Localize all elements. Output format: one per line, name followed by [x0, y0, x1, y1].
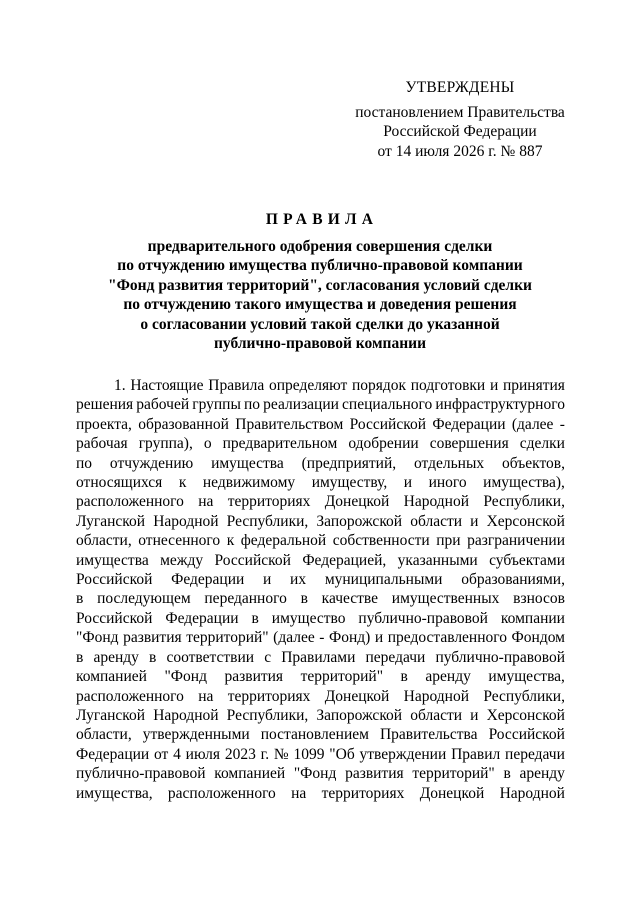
body-word: в [300, 590, 308, 608]
body-word: развития [123, 629, 182, 647]
body-word: области, [76, 532, 132, 550]
body-word: передачи [365, 648, 426, 666]
body-word: (предприятий, [301, 454, 397, 472]
body-word: компании [500, 609, 565, 627]
approval-block [340, 78, 580, 161]
body-word: образованной [138, 415, 229, 433]
body-word: в [76, 648, 84, 666]
body-word: Фонд) [329, 629, 371, 647]
body-word: решения [76, 396, 134, 414]
body-word: расположенного [76, 493, 184, 511]
body-word: Правила [208, 377, 265, 394]
body-word: передачи [505, 745, 565, 763]
body-word: Правительством [235, 415, 344, 433]
body-word: Федерации [171, 571, 245, 589]
body-word: в [251, 609, 259, 627]
body-word: г. [260, 745, 270, 763]
body-word: Правительства [379, 726, 478, 744]
body-word: июля [185, 745, 221, 763]
body-word: 1099 [293, 745, 325, 763]
body-word: Федерации [76, 745, 150, 763]
body-word: Федерации [432, 415, 506, 433]
body-word: развития [345, 765, 404, 783]
body-word: публично-правовой [76, 765, 206, 783]
body-word: имущественных [391, 590, 500, 608]
body-word: предоставленного [387, 629, 507, 647]
body-word: к [178, 474, 187, 492]
body-word: и [263, 571, 272, 589]
body-word: (далее [273, 629, 315, 647]
body-line [76, 512, 565, 531]
body-word: территорий" [300, 668, 384, 686]
approval-heading: УТВЕРЖДЕНЫ [405, 79, 515, 96]
body-word: имущества [211, 454, 284, 472]
body-word: последующем [97, 590, 191, 608]
body-word: в [149, 648, 157, 666]
body-word: утвержденными [142, 726, 250, 744]
body-word: Народной [499, 784, 565, 802]
body-word: относящихся [76, 474, 163, 492]
body-line [76, 628, 565, 647]
body-word: (далее [511, 415, 554, 433]
body-word: Фондом [511, 629, 565, 647]
body-line [76, 376, 565, 395]
body-word: Российской [76, 571, 153, 589]
body-word: Народной [153, 512, 219, 530]
body-word: совершения [429, 435, 509, 453]
body-word: указанными [397, 551, 478, 569]
body-word: отчуждению [109, 454, 194, 472]
body-word: компанией [214, 765, 286, 783]
body-word: компанией [76, 668, 147, 686]
body-line [76, 473, 565, 492]
body-line [76, 570, 565, 589]
body-word: постановлением [260, 726, 369, 744]
body-word: сделки [519, 435, 565, 453]
body-word: публично-правовой [435, 648, 565, 666]
body-word: разграничении [467, 532, 565, 550]
approval-line: от 14 июля 2026 г. № 887 [377, 142, 543, 160]
body-word: Народной [153, 706, 219, 724]
approval-line: постановлением Правительства [355, 103, 565, 121]
body-word: аренду [519, 765, 565, 783]
body-word: расположенного [76, 687, 184, 705]
body-word: имущество [271, 609, 346, 627]
body-word: имуществу, [311, 474, 388, 492]
body-word: рабочая [76, 435, 128, 453]
body-word: публично-правовой [358, 609, 488, 627]
body-word: и [470, 512, 479, 530]
body-word: рабочей [136, 396, 190, 414]
body-word: "Фонд [164, 668, 207, 686]
body-word: федеральной [240, 532, 327, 550]
body-word: порядок [351, 377, 407, 394]
body-word: Луганской [76, 706, 146, 724]
body-word: по [76, 454, 93, 472]
body-word: Российской [488, 726, 565, 744]
body-word: территориях [227, 493, 311, 511]
subtitle-line: "Фонд развития территорий", согласования условий сделки [108, 276, 532, 294]
body-word: Херсонской [486, 706, 565, 724]
body-word: Российской [214, 551, 291, 569]
body-word: "Фонд [293, 765, 337, 783]
body-line [76, 434, 565, 453]
body-word: территорий" [412, 765, 495, 783]
body-word: Республики, [226, 706, 309, 724]
body-word: Правил [451, 745, 501, 763]
approval-line: Российской Федерации [383, 123, 537, 140]
body-word: группы [192, 396, 241, 414]
body-word: Луганской [76, 512, 146, 530]
body-word: аренду [93, 648, 139, 666]
body-word: муниципальными [324, 571, 443, 589]
subtitle-line: о согласовании условий такой сделки до указанной [140, 315, 500, 333]
body-word: утверждении [359, 745, 447, 763]
body-word: Донецкой [419, 784, 485, 802]
body-line [76, 648, 565, 667]
body-word: "Об [329, 745, 355, 763]
body-line [76, 395, 565, 414]
body-line [76, 667, 565, 686]
body-word: области [410, 512, 463, 530]
subtitle-line: публично-правовой компании [213, 335, 426, 353]
body-word: Республики, [483, 493, 565, 511]
body-word: и [374, 629, 384, 647]
body-word: территорий" [186, 629, 269, 647]
document-title: ПРАВИЛА [265, 211, 379, 228]
body-word: Правилами [281, 648, 356, 666]
body-word: 2023 [224, 745, 256, 763]
body-line [76, 764, 565, 783]
body-line [76, 687, 565, 706]
body-word: Херсонской [486, 512, 565, 530]
body-word: в [400, 668, 408, 686]
body-word: Настоящие [130, 377, 204, 394]
body-word: реализации [263, 396, 339, 414]
body-word: определяют [269, 377, 348, 394]
body-word: специального [342, 396, 433, 414]
body-line [76, 725, 565, 744]
body-word: принятия [502, 377, 565, 394]
body-word: проекта, [76, 415, 132, 433]
body-word: области, [76, 726, 132, 744]
body-word: на [198, 687, 214, 705]
body-word: в [503, 765, 511, 783]
body-word: от [154, 745, 169, 763]
subtitle-line: по отчуждению такого имущества и доведения решения [123, 296, 517, 314]
body-paragraph [76, 376, 565, 803]
body-word: Республики, [226, 512, 309, 530]
body-word: качестве [321, 590, 379, 608]
body-line [76, 784, 565, 803]
body-word: подготовки [410, 377, 486, 394]
body-word: по [244, 396, 261, 414]
body-word: группа), [138, 435, 193, 453]
body-word: - [319, 629, 325, 647]
body-word: инфраструктурного [435, 396, 565, 414]
document-subtitle [60, 237, 580, 353]
body-line [76, 706, 565, 725]
body-word: предварительном [222, 435, 338, 453]
body-word: Республики, [483, 687, 565, 705]
body-word: соответствии [166, 648, 255, 666]
body-word: отнесенного [138, 532, 221, 550]
body-word: 1. [114, 377, 126, 394]
body-word: недвижимому [202, 474, 296, 492]
body-word: Донецкой [324, 493, 390, 511]
body-word: имущества, [76, 784, 153, 802]
body-word: одобрении [348, 435, 419, 453]
body-word: собственности [332, 532, 430, 550]
body-word: при [436, 532, 461, 550]
body-word: 4 [173, 745, 181, 763]
body-word: имущества, [488, 668, 565, 686]
body-word: области [410, 706, 463, 724]
body-word: и [403, 474, 413, 492]
body-word: к [226, 532, 235, 550]
body-word: территориях [227, 687, 311, 705]
body-word: территориях [321, 784, 405, 802]
body-word: Российской [349, 415, 427, 433]
body-word: о [203, 435, 212, 453]
body-word: образованиями, [461, 571, 565, 589]
body-word: Запорожской [316, 706, 403, 724]
body-line [76, 492, 565, 511]
body-word: между [160, 551, 204, 569]
body-word: Донецкой [324, 687, 390, 705]
body-word: аренду [425, 668, 471, 686]
body-word: № [273, 745, 289, 763]
body-line [76, 745, 565, 764]
body-line [76, 551, 565, 570]
body-word: Федерацией, [302, 551, 387, 569]
body-word: на [291, 784, 307, 802]
body-word: Народной [403, 493, 469, 511]
body-word: и [470, 706, 479, 724]
body-word: и [489, 377, 499, 394]
body-word: имущества), [483, 474, 565, 492]
body-word: расположенного [167, 784, 276, 802]
subtitle-line: по отчуждению имущества публично-правовой компании [117, 257, 523, 275]
body-word: развития [224, 668, 284, 686]
body-line [76, 454, 565, 473]
body-word: Федерации [165, 609, 239, 627]
body-word: субъектами [489, 551, 565, 569]
body-word: взносов [513, 590, 565, 608]
body-word: переданного [204, 590, 287, 608]
body-word: отдельных [413, 454, 485, 472]
body-word: объектов, [502, 454, 565, 472]
body-word: Российской [76, 609, 153, 627]
body-line [76, 415, 565, 434]
body-word: с [264, 648, 272, 666]
body-word: Запорожской [316, 512, 403, 530]
body-line [76, 609, 565, 628]
body-word: на [198, 493, 214, 511]
body-line [76, 589, 565, 608]
body-word: - [559, 415, 565, 433]
body-word: иного [428, 474, 467, 492]
body-word: их [290, 571, 307, 589]
body-word: имущества [76, 551, 149, 569]
body-word: "Фонд [76, 629, 119, 647]
body-word: в [76, 590, 84, 608]
body-line [76, 531, 565, 550]
subtitle-line: предварительного одобрения совершения сделки [147, 238, 493, 255]
body-word: Народной [403, 687, 469, 705]
